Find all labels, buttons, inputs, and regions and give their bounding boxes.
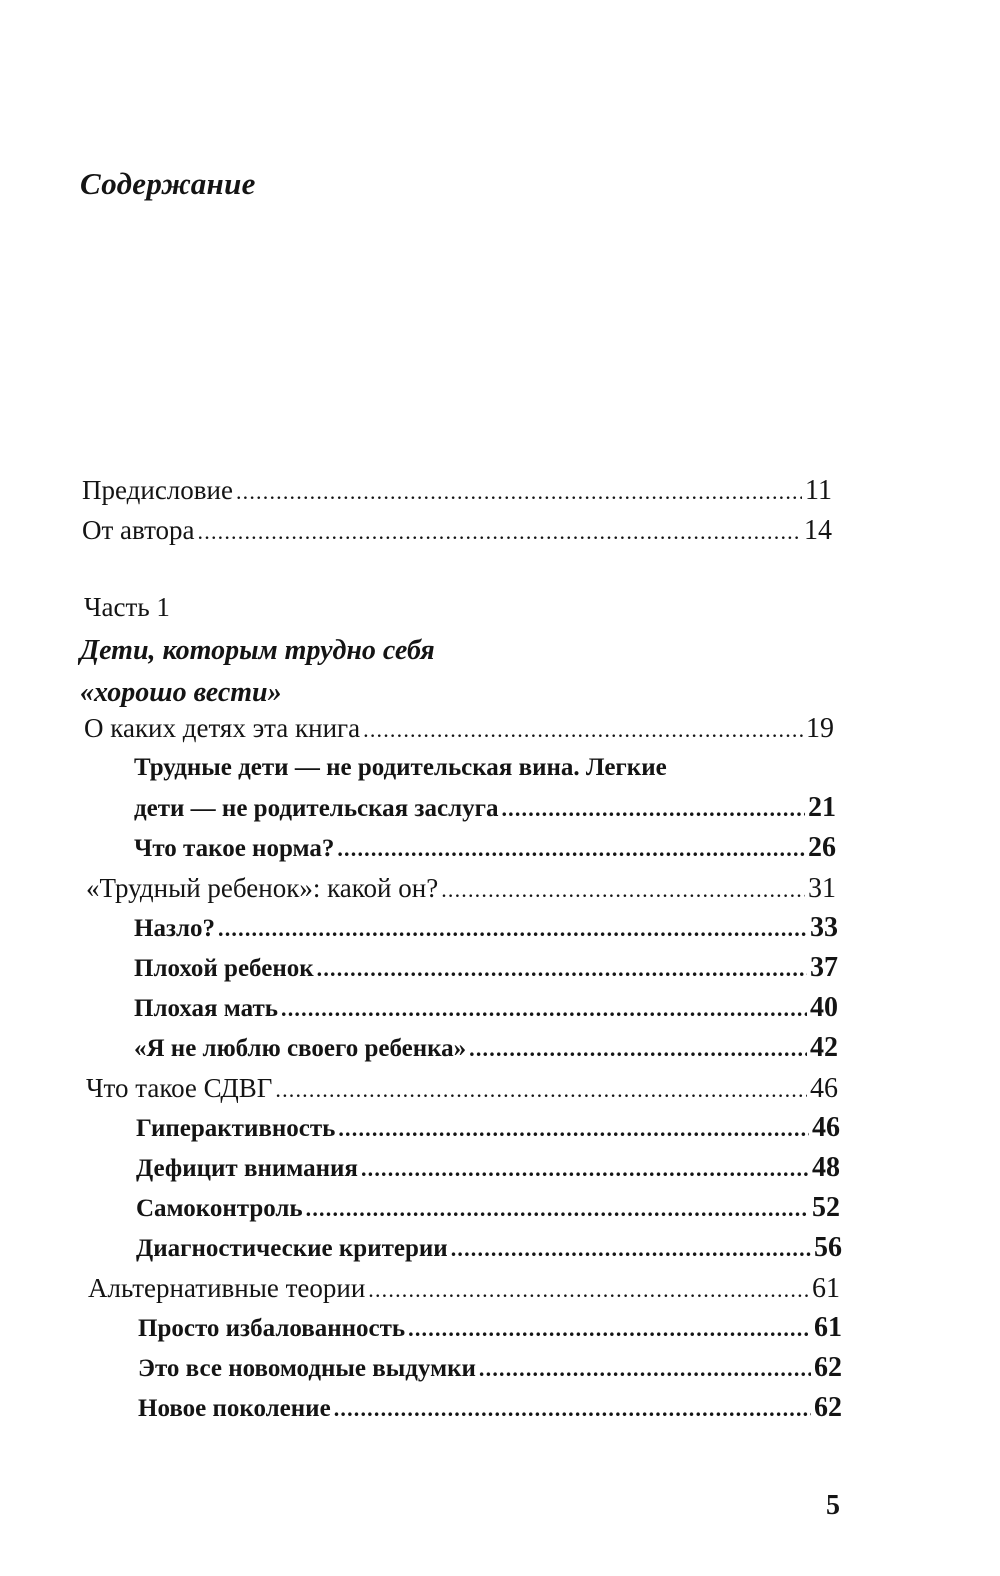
toc-subentry <box>136 1228 842 1268</box>
toc-entry-title: О каких детях эта книга <box>84 713 361 743</box>
toc-subentry <box>136 1188 840 1228</box>
dot-leader <box>338 1109 809 1149</box>
toc-entry-title: От автора <box>82 515 195 545</box>
toc-entry-title: «Трудный ребенок»: какой он? <box>86 873 439 903</box>
toc-entry <box>86 868 836 908</box>
part-title: Дети, которым трудно себя «хорошо вести» <box>80 635 435 708</box>
toc-subentry <box>138 1388 842 1428</box>
dot-leader <box>441 870 805 910</box>
toc-entry-title: Плохая мать <box>134 995 279 1022</box>
toc-entry-title-first-line: Трудные дети — не родительская вина. Легкие <box>134 754 667 781</box>
dot-leader <box>334 1389 811 1429</box>
toc-subentry <box>138 1348 842 1388</box>
toc-subentry <box>134 1028 838 1068</box>
dot-leader <box>218 909 807 949</box>
toc-entry-page: 31 <box>808 873 836 904</box>
dot-leader <box>198 512 801 552</box>
toc-entry-page: 61 <box>814 1312 842 1343</box>
toc-entry-page: 46 <box>812 1112 840 1143</box>
toc-entry-title: Дефицит внимания <box>136 1155 358 1182</box>
toc-subentry <box>134 828 836 868</box>
toc-entry-title: Диагностические критерии <box>136 1235 448 1262</box>
dot-leader <box>469 1029 807 1069</box>
dot-leader <box>361 1149 809 1189</box>
toc-entry-title: Что такое СДВГ <box>86 1073 273 1103</box>
part-label: Часть 1 <box>84 592 170 622</box>
toc-entry <box>88 1268 840 1308</box>
dot-leader <box>236 472 802 512</box>
toc-entry-title: Самоконтроль <box>136 1195 303 1222</box>
toc-entry-title: Просто избалованность <box>138 1315 406 1342</box>
toc-entry-page: 21 <box>808 792 836 823</box>
toc-subentry <box>134 908 838 948</box>
dot-leader <box>368 1270 809 1310</box>
dot-leader <box>306 1189 809 1229</box>
dot-leader <box>337 829 805 869</box>
toc-entry-author-note <box>82 510 832 550</box>
toc-entry <box>86 1068 838 1108</box>
toc-entry-title: Предисловие <box>82 475 233 505</box>
dot-leader <box>317 949 807 989</box>
toc-entry-page: 11 <box>805 475 832 506</box>
dot-leader <box>363 710 803 750</box>
toc-entry-title: Плохой ребенок <box>134 955 314 982</box>
toc-subentry <box>136 1108 840 1148</box>
toc-entry-title: Гиперактивность <box>136 1115 336 1142</box>
toc-subentry <box>134 948 838 988</box>
toc-entry-page: 46 <box>810 1073 838 1104</box>
toc-entry-page: 37 <box>810 952 838 983</box>
toc-entry-title: Новое поколение <box>138 1395 331 1422</box>
toc-entry-title: Назло? <box>134 915 216 942</box>
toc-entry-title: Альтернативные теории <box>88 1273 366 1303</box>
toc-subentry <box>134 988 838 1028</box>
toc-entry-page: 62 <box>814 1392 842 1423</box>
toc-entry-title: Это все новомодные выдумки <box>138 1355 476 1382</box>
toc-entry-page: 33 <box>810 912 838 943</box>
toc-entry <box>84 708 834 748</box>
toc-entry-preface <box>82 470 832 510</box>
toc-subentry <box>136 1148 840 1188</box>
toc-entry-page: 52 <box>812 1192 840 1223</box>
toc-subentry <box>134 788 836 828</box>
toc-entry-page: 48 <box>812 1152 840 1183</box>
toc-subentry <box>138 1308 842 1348</box>
contents-heading: Содержание <box>80 166 256 201</box>
dot-leader <box>408 1309 811 1349</box>
toc-entry-title: дети — не родительская заслуга <box>134 795 499 822</box>
toc-entry-page: 40 <box>810 992 838 1023</box>
toc-entry-page: 62 <box>814 1352 842 1383</box>
dot-leader <box>275 1070 807 1110</box>
toc-entry-page: 61 <box>812 1273 840 1304</box>
toc-entry-page: 14 <box>804 515 832 546</box>
toc-entry-title: «Я не люблю своего ребенка» <box>134 1035 467 1062</box>
dot-leader <box>501 789 805 829</box>
toc-entry-page: 42 <box>810 1032 838 1063</box>
dot-leader <box>451 1229 811 1269</box>
toc-entry-page: 56 <box>814 1232 842 1263</box>
dot-leader <box>281 989 807 1029</box>
toc-entry-title: Что такое норма? <box>134 835 335 862</box>
toc-entry-page: 19 <box>806 713 834 744</box>
page-number: 5 <box>826 1490 840 1521</box>
toc-entry-page: 26 <box>808 832 836 863</box>
dot-leader <box>479 1349 811 1389</box>
